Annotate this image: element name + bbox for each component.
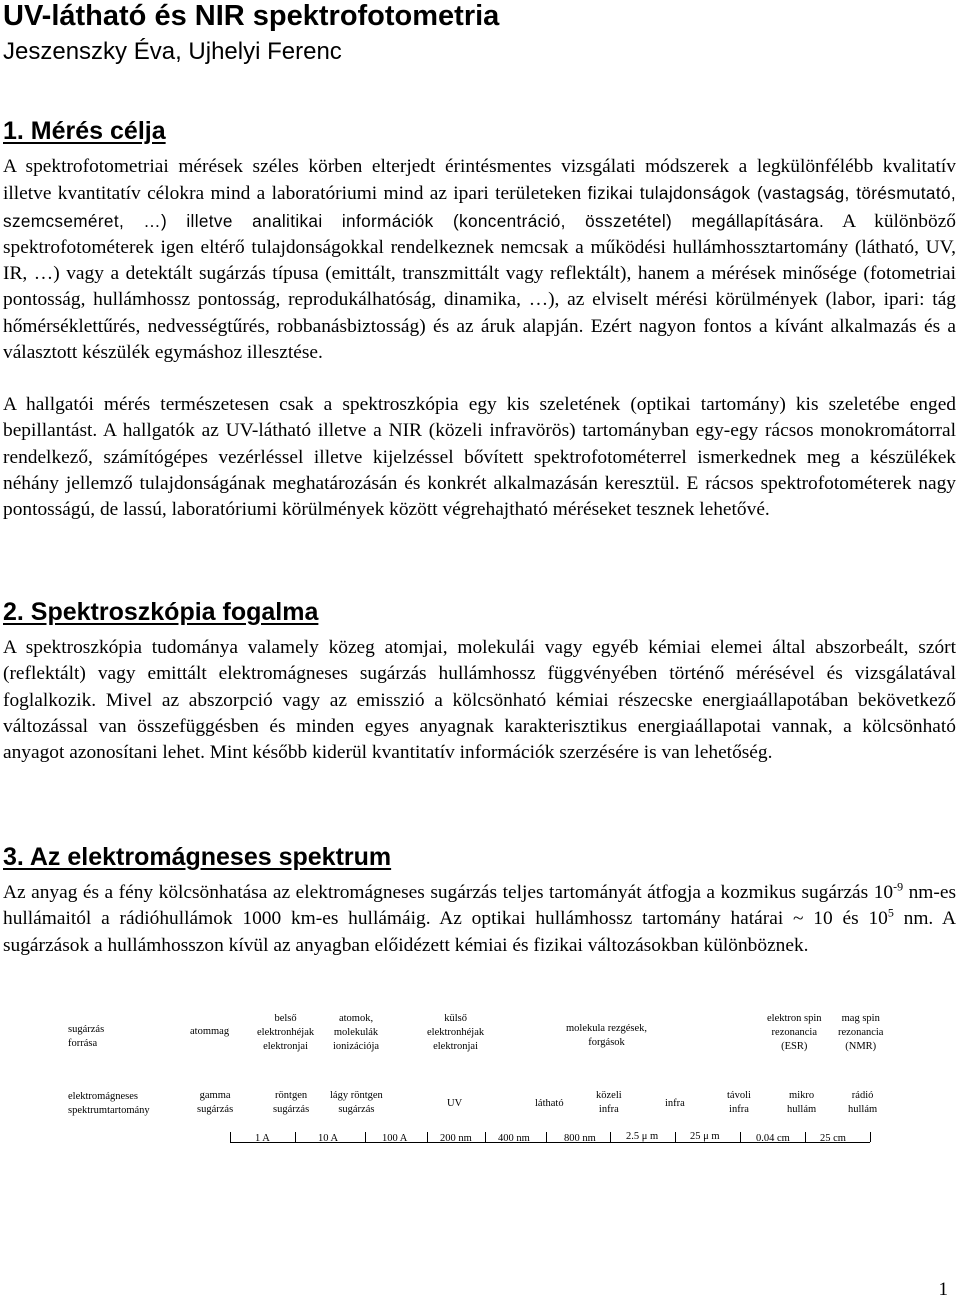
section-3-paragraph-1: Az anyag és a fény kölcsönhatása az elektromágneses sugárzás teljes tartományát átfogja a kozmikus sugárzás $10^{-9}$ nm-es hullámaitól a rádióhullámok 1000 km-es hullámáig. Az optikai hullámhossz tartomány határai ~ 10 és $10^5$ nm. A sugárzások a hullámhosszon kívül az anyagban előidézett kémiai és fizikai változásokban különböznek. — [3, 879, 956, 956]
section-2-paragraph-1: A spektroszkópia tudománya valamely közeg atomjai, molekulái vagy egyéb kémiai elemei által abszorbeált, szórt (reflektált) vagy emittált elektromágneses sugárzás hullámhossz függvényében történő mérésével és vizsgálatával foglalkozik. Mivel az abszorpció vagy az emisszió a kölcsönható kémiai részecske energiaállapotában bekövetkező változással van összefüggésben és minden egyes anyagnak karakterisztikus energiaállapotai vannak, a kölcsönható anyagot azonosítani lehet. Mint később kiderül kvantitatív információk szerzésére is van lehetőség. — [3, 637, 956, 764]
section-heading-2: 2. Spektroszkópia fogalma — [3, 598, 319, 626]
diagram-source: mag spin rezonancia (NMR) — [838, 1013, 884, 1052]
scale-label: 25 μ m — [690, 1131, 720, 1142]
diagram-source: atommag — [190, 1026, 230, 1037]
diagram-range: távoli infra — [727, 1090, 751, 1115]
scale-label: 400 nm — [498, 1133, 530, 1144]
diagram-range: infra — [665, 1098, 685, 1109]
page-number: 1 — [938, 1279, 948, 1300]
scale-label: 1 A — [255, 1133, 270, 1144]
diagram-range: lágy röntgen sugárzás — [330, 1090, 383, 1115]
axis-tick — [230, 1132, 231, 1142]
diagram-range: rádió hullám — [848, 1090, 878, 1115]
section-1-paragraph-2: A hallgatói mérés természetesen csak a spektroszkópia egy kis szeletének (optikai tartomány) kis szeletébe enged bepillantást. A hallgatók az UV-látható illetve a NIR (közeli infravörös) tartományban egy-egy rácsos monokromátorral rendelkező, számítógépes vezérléssel illetve kijelzéssel bővített spektrofotométerrel ismerkednek meg a készülékek néhány jellemző tulajdonságának meghatározásán és konkrét alkalmazásán keresztül. E rácsos spektrofotométerek nagy pontosságú, de lassú, laboratóriumi körülmények között végrehajtható méréseket tesznek lehetővé. — [3, 394, 956, 521]
diagram-source: molekula rezgések, forgások — [566, 1023, 648, 1048]
scale-label: 0.04 cm — [756, 1133, 790, 1144]
axis-tick — [740, 1132, 741, 1142]
axis-tick — [427, 1132, 428, 1142]
axis-tick — [295, 1132, 296, 1142]
diagram-source-label: sugárzás forrása — [68, 1024, 105, 1049]
diagram-range: közeli infra — [596, 1090, 622, 1115]
diagram-source: belső elektronhéjak elektronjai — [257, 1013, 315, 1052]
diagram-source: külső elektronhéjak elektronjai — [427, 1013, 485, 1052]
scale-label: 2.5 μ m — [626, 1131, 659, 1142]
axis-tick — [805, 1132, 806, 1142]
diagram-range-label: elektromágneses spektrumtartomány — [68, 1091, 150, 1116]
document-title: UV-látható és NIR spektrofotometria — [3, 0, 500, 32]
section-heading-1: 1. Mérés célja — [3, 117, 166, 145]
scale-label: 25 cm — [820, 1133, 846, 1144]
axis-tick — [365, 1132, 366, 1142]
section-1-paragraph-1: A spektrofotometriai mérések széles körben elterjedt érintésmentes vizsgálati módszerek a legkülönfélébb kvalitatív illetve kvantitatív célokra mind a laboratóriumi mind az ipari területeken fizikai tulajdonságok (vastagság, törésmutató, szemcseméret, …) illetve analitikai információk (koncentráció, összetétel) megállapítására. A különböző spektrofotométerek igen eltérő tulajdonságokkal rendelkeznek nemcsak a működési hullámhossztartomány (látható, UV, IR, …) vagy a detektált sugárzás típusa (emittált, transzmittált vagy reflektált), hanem a mérések minősége (fotometriai pontosság, hullámhossz pontosság, reprodukálhatóság, dinamika, …), az elviselt mérési körülmények (labor, ipari: tág hőmérséklettűrés, nedvességtűrés, robbanásbiztosság) és az áruk alapján. Ezért nagyon fontos a kívánt alkalmazás és a választott készülék egymáshoz illesztése. — [3, 156, 957, 364]
diagram-range: röntgen sugárzás — [273, 1090, 310, 1115]
axis-tick — [485, 1132, 486, 1142]
diagram-range: UV — [447, 1098, 463, 1109]
diagram-source: elektron spin rezonancia (ESR) — [767, 1013, 822, 1052]
scale-label: 200 nm — [440, 1133, 472, 1144]
scale-label: 10 A — [318, 1133, 339, 1144]
diagram-source: atomok, molekulák ionizációja — [333, 1013, 380, 1052]
diagram-range: mikro hullám — [787, 1090, 817, 1115]
axis-tick — [546, 1132, 547, 1142]
axis-tick — [675, 1132, 676, 1142]
diagram-range: látható — [535, 1098, 564, 1109]
section-heading-3: 3. Az elektromágneses spektrum — [3, 843, 392, 871]
scale-label: 100 A — [382, 1133, 408, 1144]
diagram-range: gamma sugárzás — [197, 1090, 234, 1115]
axis-tick — [610, 1132, 611, 1142]
scale-label: 800 nm — [564, 1133, 596, 1144]
axis-tick — [870, 1132, 871, 1142]
authors: Jeszenszky Éva, Ujhelyi Ferenc — [3, 38, 342, 65]
